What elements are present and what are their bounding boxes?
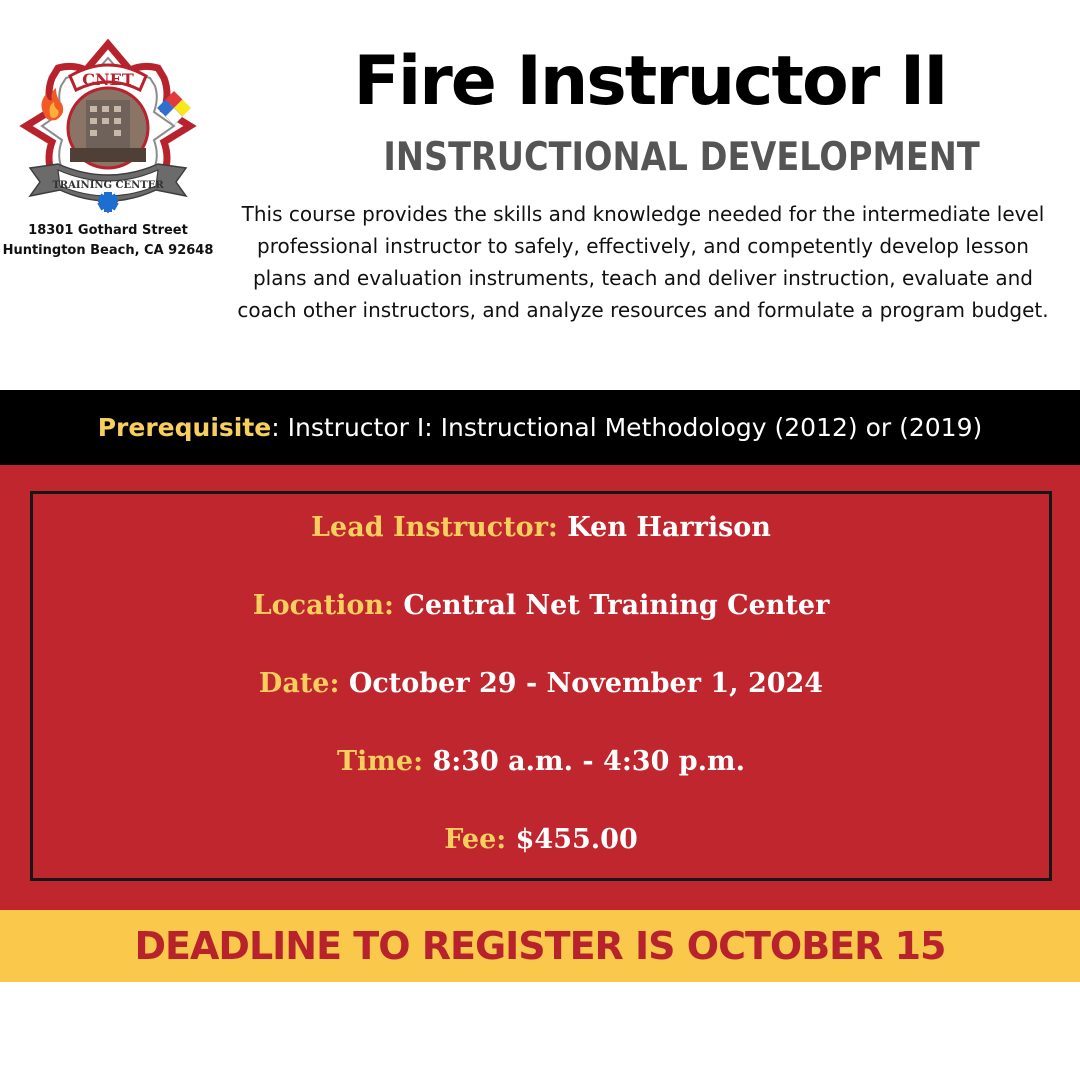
prerequisite-label: Prerequisite [97, 413, 272, 442]
detail-time [33, 746, 1049, 777]
date-label: Date: [258, 668, 340, 699]
detail-instructor [33, 512, 1049, 543]
time-value: 8:30 a.m. - 4:30 p.m. [432, 746, 746, 777]
detail-fee [33, 824, 1049, 855]
cnet-logo [18, 36, 198, 216]
details-box [30, 491, 1052, 881]
location-label: Location: [252, 590, 394, 621]
fee-label: Fee: [444, 824, 507, 855]
deadline-text: DEADLINE TO REGISTER IS OCTOBER 15 [134, 924, 946, 968]
prerequisite-band [0, 390, 1080, 465]
svg-text:CNET: CNET [82, 70, 134, 89]
course-description: This course provides the skills and knowledge needed for the intermediate level professional instructor to safely, effectively, and competently develop lesson plans and evaluation instruments, teach and deliver instruction, evaluate and coach other instructors, and analyze resources and formulate a program budget. [237, 202, 1049, 322]
instructor-label: Lead Instructor: [311, 512, 558, 543]
svg-text:TRAINING CENTER: TRAINING CENTER [52, 180, 164, 191]
time-label: Time: [336, 746, 424, 777]
page-title: Fire Instructor II [353, 42, 947, 121]
instructor-value: Ken Harrison [567, 512, 771, 543]
address-block [0, 221, 216, 261]
star-of-life-icon [97, 192, 118, 212]
fee-value: $455.00 [515, 824, 638, 855]
prerequisite-value: : Instructor I: Instructional Methodology (2012) or (2019) [271, 413, 983, 442]
deadline-band [0, 910, 1080, 982]
address-city: Huntington Beach, CA 92648 [2, 243, 214, 258]
detail-location [33, 590, 1049, 621]
location-value: Central Net Training Center [403, 590, 830, 621]
details-section [0, 465, 1080, 910]
address-street: 18301 Gothard Street [28, 223, 188, 238]
page-subtitle: INSTRUCTIONAL DEVELOPMENT [383, 135, 980, 180]
detail-date [33, 668, 1049, 699]
date-value: October 29 - November 1, 2024 [348, 668, 824, 699]
